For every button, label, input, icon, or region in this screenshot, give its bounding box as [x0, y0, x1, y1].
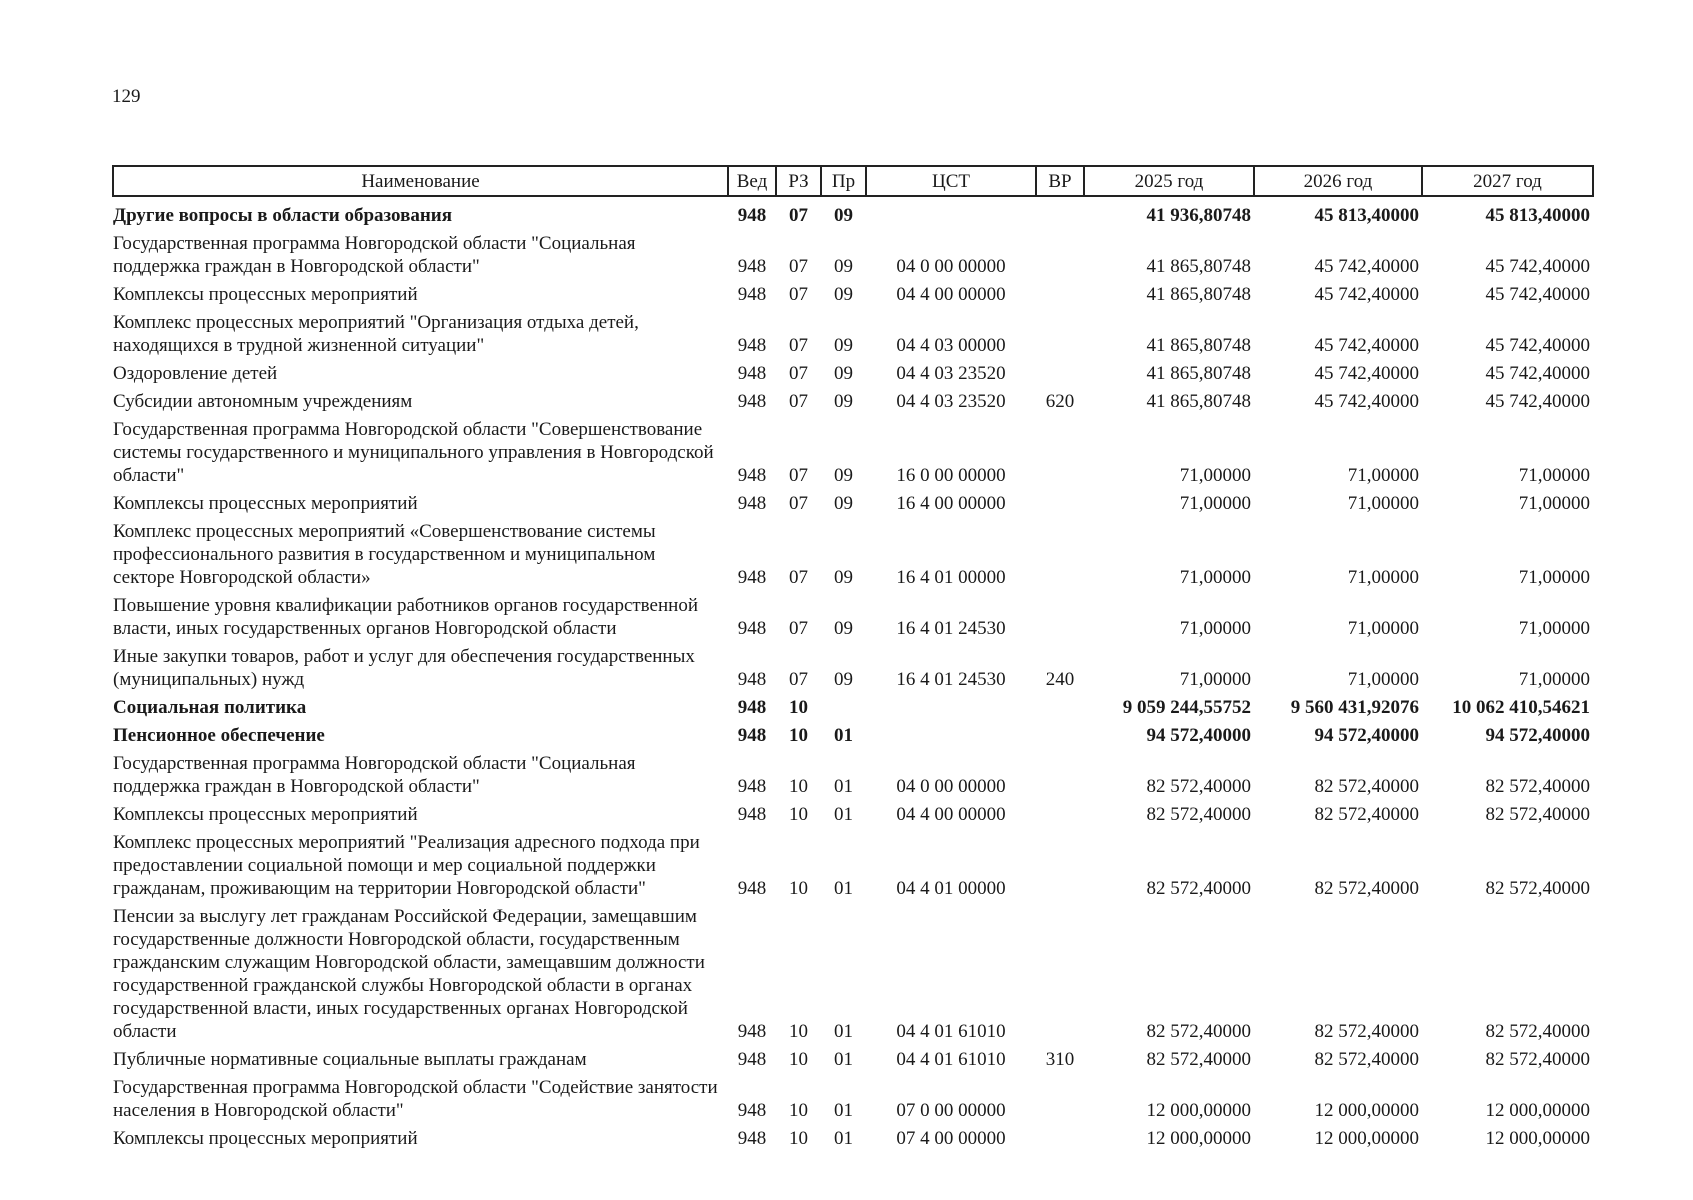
header-2025: 2025 год: [1084, 166, 1254, 196]
row-ved: 948: [737, 1100, 767, 1121]
row-amount-2026: 94 572,40000: [1314, 725, 1419, 746]
row-amount-2025: 82 572,40000: [1146, 1049, 1251, 1070]
row-pr: 09: [834, 205, 853, 226]
row-amount-2027: 82 572,40000: [1485, 1021, 1590, 1042]
header-rz: РЗ: [776, 166, 821, 196]
table-row: [113, 1045, 1593, 1073]
row-ved: 948: [737, 776, 767, 797]
table-body: [113, 196, 1593, 1152]
row-amount-2026: 82 572,40000: [1314, 878, 1419, 899]
row-pr: 09: [834, 618, 853, 639]
row-ved: 948: [737, 1049, 767, 1070]
row-amount-2027: 71,00000: [1518, 669, 1590, 690]
header-pr: Пр: [821, 166, 866, 196]
row-amount-2026: 71,00000: [1347, 567, 1419, 588]
row-pr: 09: [834, 465, 853, 486]
row-name: Пенсии за выслугу лет гражданам Российской Федерации, замещавшим государственные должности Новгородской области, государственным гражданским служащим Новгородской области, замещавшим должности государственной гражданской службы Новгородской области в органах государственной власти, иных государственных органах Новгородской области: [113, 906, 705, 1042]
row-amount-2027: 45 742,40000: [1485, 391, 1590, 412]
row-vr: [1036, 693, 1084, 721]
row-pr: 01: [834, 725, 853, 746]
row-amount-2025: 41 865,80748: [1146, 363, 1251, 384]
row-amount-2027: 12 000,00000: [1485, 1128, 1590, 1149]
row-rz: 07: [789, 363, 808, 384]
row-cst: 04 4 03 23520: [896, 363, 1006, 384]
row-pr: 01: [834, 776, 853, 797]
row-amount-2027: 82 572,40000: [1485, 1049, 1590, 1070]
row-ved: 948: [737, 205, 767, 226]
row-cst: 04 4 00 00000: [896, 284, 1006, 305]
row-cst: 07 0 00 00000: [896, 1100, 1006, 1121]
row-vr: [1036, 1124, 1084, 1152]
row-ved: 948: [737, 697, 767, 718]
row-amount-2027: 82 572,40000: [1485, 776, 1590, 797]
row-pr: 09: [834, 493, 853, 514]
row-cst: 16 4 00 00000: [896, 493, 1006, 514]
row-amount-2025: 94 572,40000: [1146, 725, 1251, 746]
row-amount-2027: 82 572,40000: [1485, 878, 1590, 899]
row-amount-2026: 82 572,40000: [1314, 1049, 1419, 1070]
row-pr: 09: [834, 335, 853, 356]
row-amount-2027: 94 572,40000: [1485, 725, 1590, 746]
row-vr: 310: [1045, 1049, 1075, 1070]
row-rz: 07: [789, 256, 808, 277]
header-vr: ВР: [1036, 166, 1084, 196]
row-amount-2027: 71,00000: [1518, 618, 1590, 639]
row-amount-2026: 82 572,40000: [1314, 1021, 1419, 1042]
table-row: [113, 749, 1593, 800]
row-amount-2026: 82 572,40000: [1314, 804, 1419, 825]
row-vr: [1036, 196, 1084, 229]
row-amount-2025: 41 865,80748: [1146, 284, 1251, 305]
row-amount-2025: 9 059 244,55752: [1122, 697, 1251, 718]
row-cst: 07 4 00 00000: [896, 1128, 1006, 1149]
row-cst: [866, 196, 1036, 229]
row-vr: [1036, 749, 1084, 800]
row-vr: [1036, 359, 1084, 387]
row-vr: [1036, 517, 1084, 591]
row-rz: 07: [789, 618, 808, 639]
row-vr: 240: [1045, 669, 1075, 690]
row-pr: 09: [834, 256, 853, 277]
row-amount-2025: 12 000,00000: [1146, 1100, 1251, 1121]
row-vr: [1036, 489, 1084, 517]
table-row: [113, 1124, 1593, 1152]
row-name: Комплекс процессных мероприятий «Совершенствование системы профессионального развития в государственном и муниципальном секторе Новгородской области»: [113, 521, 656, 588]
row-amount-2025: 12 000,00000: [1146, 1128, 1251, 1149]
row-pr: 01: [834, 1021, 853, 1042]
row-vr: [1036, 1073, 1084, 1124]
row-name: Социальная политика: [113, 697, 307, 718]
row-pr: 09: [834, 363, 853, 384]
row-cst: 04 0 00 00000: [896, 256, 1006, 277]
row-rz: 07: [789, 391, 808, 412]
row-rz: 07: [789, 669, 808, 690]
row-rz: 07: [789, 493, 808, 514]
row-amount-2026: 45 742,40000: [1314, 363, 1419, 384]
row-name: Пенсионное обеспечение: [113, 725, 325, 746]
table-row: [113, 415, 1593, 489]
row-amount-2025: 41 865,80748: [1146, 335, 1251, 356]
row-amount-2025: 41 865,80748: [1146, 391, 1251, 412]
row-cst: 04 4 03 00000: [896, 335, 1006, 356]
row-ved: 948: [737, 878, 767, 899]
row-ved: 948: [737, 493, 767, 514]
row-cst: 04 4 00 00000: [896, 804, 1006, 825]
row-amount-2027: 71,00000: [1518, 465, 1590, 486]
row-ved: 948: [737, 256, 767, 277]
row-amount-2026: 71,00000: [1347, 493, 1419, 514]
row-amount-2027: 45 742,40000: [1485, 284, 1590, 305]
row-name: Государственная программа Новгородской области "Социальная поддержка граждан в Новгородской области": [113, 233, 636, 277]
row-vr: [1036, 902, 1084, 1045]
row-rz: 10: [789, 1021, 808, 1042]
header-2027: 2027 год: [1422, 166, 1593, 196]
row-rz: 07: [789, 205, 808, 226]
row-cst: 04 0 00 00000: [896, 776, 1006, 797]
row-amount-2026: 45 742,40000: [1314, 391, 1419, 412]
row-name: Государственная программа Новгородской области "Содействие занятости населения в Новгородской области": [113, 1077, 718, 1121]
table-row: [113, 280, 1593, 308]
row-amount-2026: 12 000,00000: [1314, 1100, 1419, 1121]
row-rz: 10: [789, 878, 808, 899]
table-row: [113, 693, 1593, 721]
row-amount-2025: 71,00000: [1179, 493, 1251, 514]
table-row: [113, 1073, 1593, 1124]
row-rz: 07: [789, 335, 808, 356]
row-name: Комплексы процессных мероприятий: [113, 493, 418, 514]
table-row: [113, 902, 1593, 1045]
table-row: [113, 229, 1593, 280]
row-ved: 948: [737, 1021, 767, 1042]
row-amount-2025: 82 572,40000: [1146, 804, 1251, 825]
row-cst: [866, 693, 1036, 721]
row-amount-2027: 45 742,40000: [1485, 256, 1590, 277]
row-ved: 948: [737, 567, 767, 588]
row-pr: 09: [834, 567, 853, 588]
row-rz: 10: [789, 725, 808, 746]
row-cst: 16 4 01 00000: [896, 567, 1006, 588]
row-amount-2025: 71,00000: [1179, 465, 1251, 486]
table-row: [113, 387, 1593, 415]
row-amount-2027: 12 000,00000: [1485, 1100, 1590, 1121]
row-amount-2026: 45 742,40000: [1314, 284, 1419, 305]
row-ved: 948: [737, 618, 767, 639]
row-rz: 10: [789, 1049, 808, 1070]
row-ved: 948: [737, 363, 767, 384]
table-row: [113, 517, 1593, 591]
row-pr: 01: [834, 1100, 853, 1121]
row-name: Комплекс процессных мероприятий "Организация отдыха детей, находящихся в трудной жизненной ситуации": [113, 312, 639, 356]
header-name: Наименование: [113, 166, 728, 196]
row-amount-2026: 45 813,40000: [1314, 205, 1419, 226]
table-row: [113, 308, 1593, 359]
row-rz: 10: [789, 697, 808, 718]
row-amount-2025: 82 572,40000: [1146, 878, 1251, 899]
row-pr: 01: [834, 878, 853, 899]
row-amount-2025: 71,00000: [1179, 669, 1251, 690]
row-pr: 09: [834, 669, 853, 690]
row-name: Комплексы процессных мероприятий: [113, 804, 418, 825]
table-row: [113, 489, 1593, 517]
row-name: Оздоровление детей: [113, 363, 278, 384]
row-vr: [1036, 415, 1084, 489]
row-amount-2026: 12 000,00000: [1314, 1128, 1419, 1149]
row-ved: 948: [737, 804, 767, 825]
row-amount-2026: 45 742,40000: [1314, 335, 1419, 356]
row-amount-2026: 45 742,40000: [1314, 256, 1419, 277]
row-vr: [1036, 280, 1084, 308]
row-cst: 16 4 01 24530: [896, 669, 1006, 690]
row-amount-2025: 71,00000: [1179, 618, 1251, 639]
row-vr: [1036, 721, 1084, 749]
row-name: Государственная программа Новгородской области "Социальная поддержка граждан в Новгородской области": [113, 753, 636, 797]
row-cst: 04 4 01 00000: [896, 878, 1006, 899]
row-cst: 04 4 01 61010: [896, 1021, 1006, 1042]
table-row: [113, 359, 1593, 387]
table-header: [113, 166, 1593, 196]
row-amount-2026: 71,00000: [1347, 618, 1419, 639]
header-2026: 2026 год: [1254, 166, 1422, 196]
row-amount-2026: 82 572,40000: [1314, 776, 1419, 797]
header-cst: ЦСТ: [866, 166, 1036, 196]
row-pr: 01: [834, 1049, 853, 1070]
row-name: Комплексы процессных мероприятий: [113, 1128, 418, 1149]
table-row: [113, 591, 1593, 642]
row-pr: 09: [834, 391, 853, 412]
row-name: Повышение уровня квалификации работников органов государственной власти, иных государственных органов Новгородской области: [113, 595, 698, 639]
row-vr: [1036, 229, 1084, 280]
row-amount-2026: 9 560 431,92076: [1290, 697, 1419, 718]
row-vr: [1036, 308, 1084, 359]
row-pr: 09: [834, 284, 853, 305]
row-ved: 948: [737, 669, 767, 690]
row-cst: 16 0 00 00000: [896, 465, 1006, 486]
row-name: Субсидии автономным учреждениям: [113, 391, 413, 412]
row-cst: 04 4 01 61010: [896, 1049, 1006, 1070]
row-vr: [1036, 800, 1084, 828]
row-amount-2027: 71,00000: [1518, 567, 1590, 588]
row-rz: 10: [789, 1100, 808, 1121]
page-number: 129: [112, 86, 141, 107]
row-rz: 10: [789, 804, 808, 825]
row-rz: 10: [789, 776, 808, 797]
row-amount-2027: 10 062 410,54621: [1452, 697, 1590, 718]
row-amount-2025: 82 572,40000: [1146, 776, 1251, 797]
row-rz: 07: [789, 465, 808, 486]
row-amount-2025: 41 936,80748: [1146, 205, 1251, 226]
row-name: Комплексы процессных мероприятий: [113, 284, 418, 305]
row-ved: 948: [737, 391, 767, 412]
table-row: [113, 196, 1593, 229]
row-amount-2027: 45 742,40000: [1485, 335, 1590, 356]
row-pr: [821, 693, 866, 721]
row-pr: 01: [834, 804, 853, 825]
budget-table: [112, 165, 1594, 1152]
row-cst: 16 4 01 24530: [896, 618, 1006, 639]
row-amount-2027: 71,00000: [1518, 493, 1590, 514]
row-name: Иные закупки товаров, работ и услуг для обеспечения государственных (муниципальных) нужд: [113, 646, 695, 690]
table-row: [113, 721, 1593, 749]
row-amount-2025: 41 865,80748: [1146, 256, 1251, 277]
header-ved: Вед: [728, 166, 776, 196]
row-vr: [1036, 828, 1084, 902]
row-ved: 948: [737, 335, 767, 356]
row-vr: 620: [1045, 391, 1075, 412]
row-pr: 01: [834, 1128, 853, 1149]
row-amount-2025: 82 572,40000: [1146, 1021, 1251, 1042]
row-rz: 10: [789, 1128, 808, 1149]
row-amount-2027: 82 572,40000: [1485, 804, 1590, 825]
row-vr: [1036, 591, 1084, 642]
table-row: [113, 800, 1593, 828]
row-cst: 04 4 03 23520: [896, 391, 1006, 412]
row-amount-2026: 71,00000: [1347, 669, 1419, 690]
row-name: Публичные нормативные социальные выплаты гражданам: [113, 1049, 587, 1070]
row-ved: 948: [737, 725, 767, 746]
row-rz: 07: [789, 567, 808, 588]
row-rz: 07: [789, 284, 808, 305]
row-amount-2027: 45 813,40000: [1485, 205, 1590, 226]
row-amount-2027: 45 742,40000: [1485, 363, 1590, 384]
row-amount-2026: 71,00000: [1347, 465, 1419, 486]
table-row: [113, 828, 1593, 902]
row-ved: 948: [737, 284, 767, 305]
row-name: Другие вопросы в области образования: [113, 205, 453, 226]
row-ved: 948: [737, 1128, 767, 1149]
row-name: Государственная программа Новгородской области "Совершенствование системы государственного и муниципального управления в Новгородской области": [113, 419, 714, 486]
table-row: [113, 642, 1593, 693]
row-name: Комплекс процессных мероприятий "Реализация адресного подхода при предоставлении социальной помощи и мер социальной поддержки гражданам, проживающим на территории Новгородской области": [113, 832, 700, 899]
row-amount-2025: 71,00000: [1179, 567, 1251, 588]
row-cst: [866, 721, 1036, 749]
row-ved: 948: [737, 465, 767, 486]
